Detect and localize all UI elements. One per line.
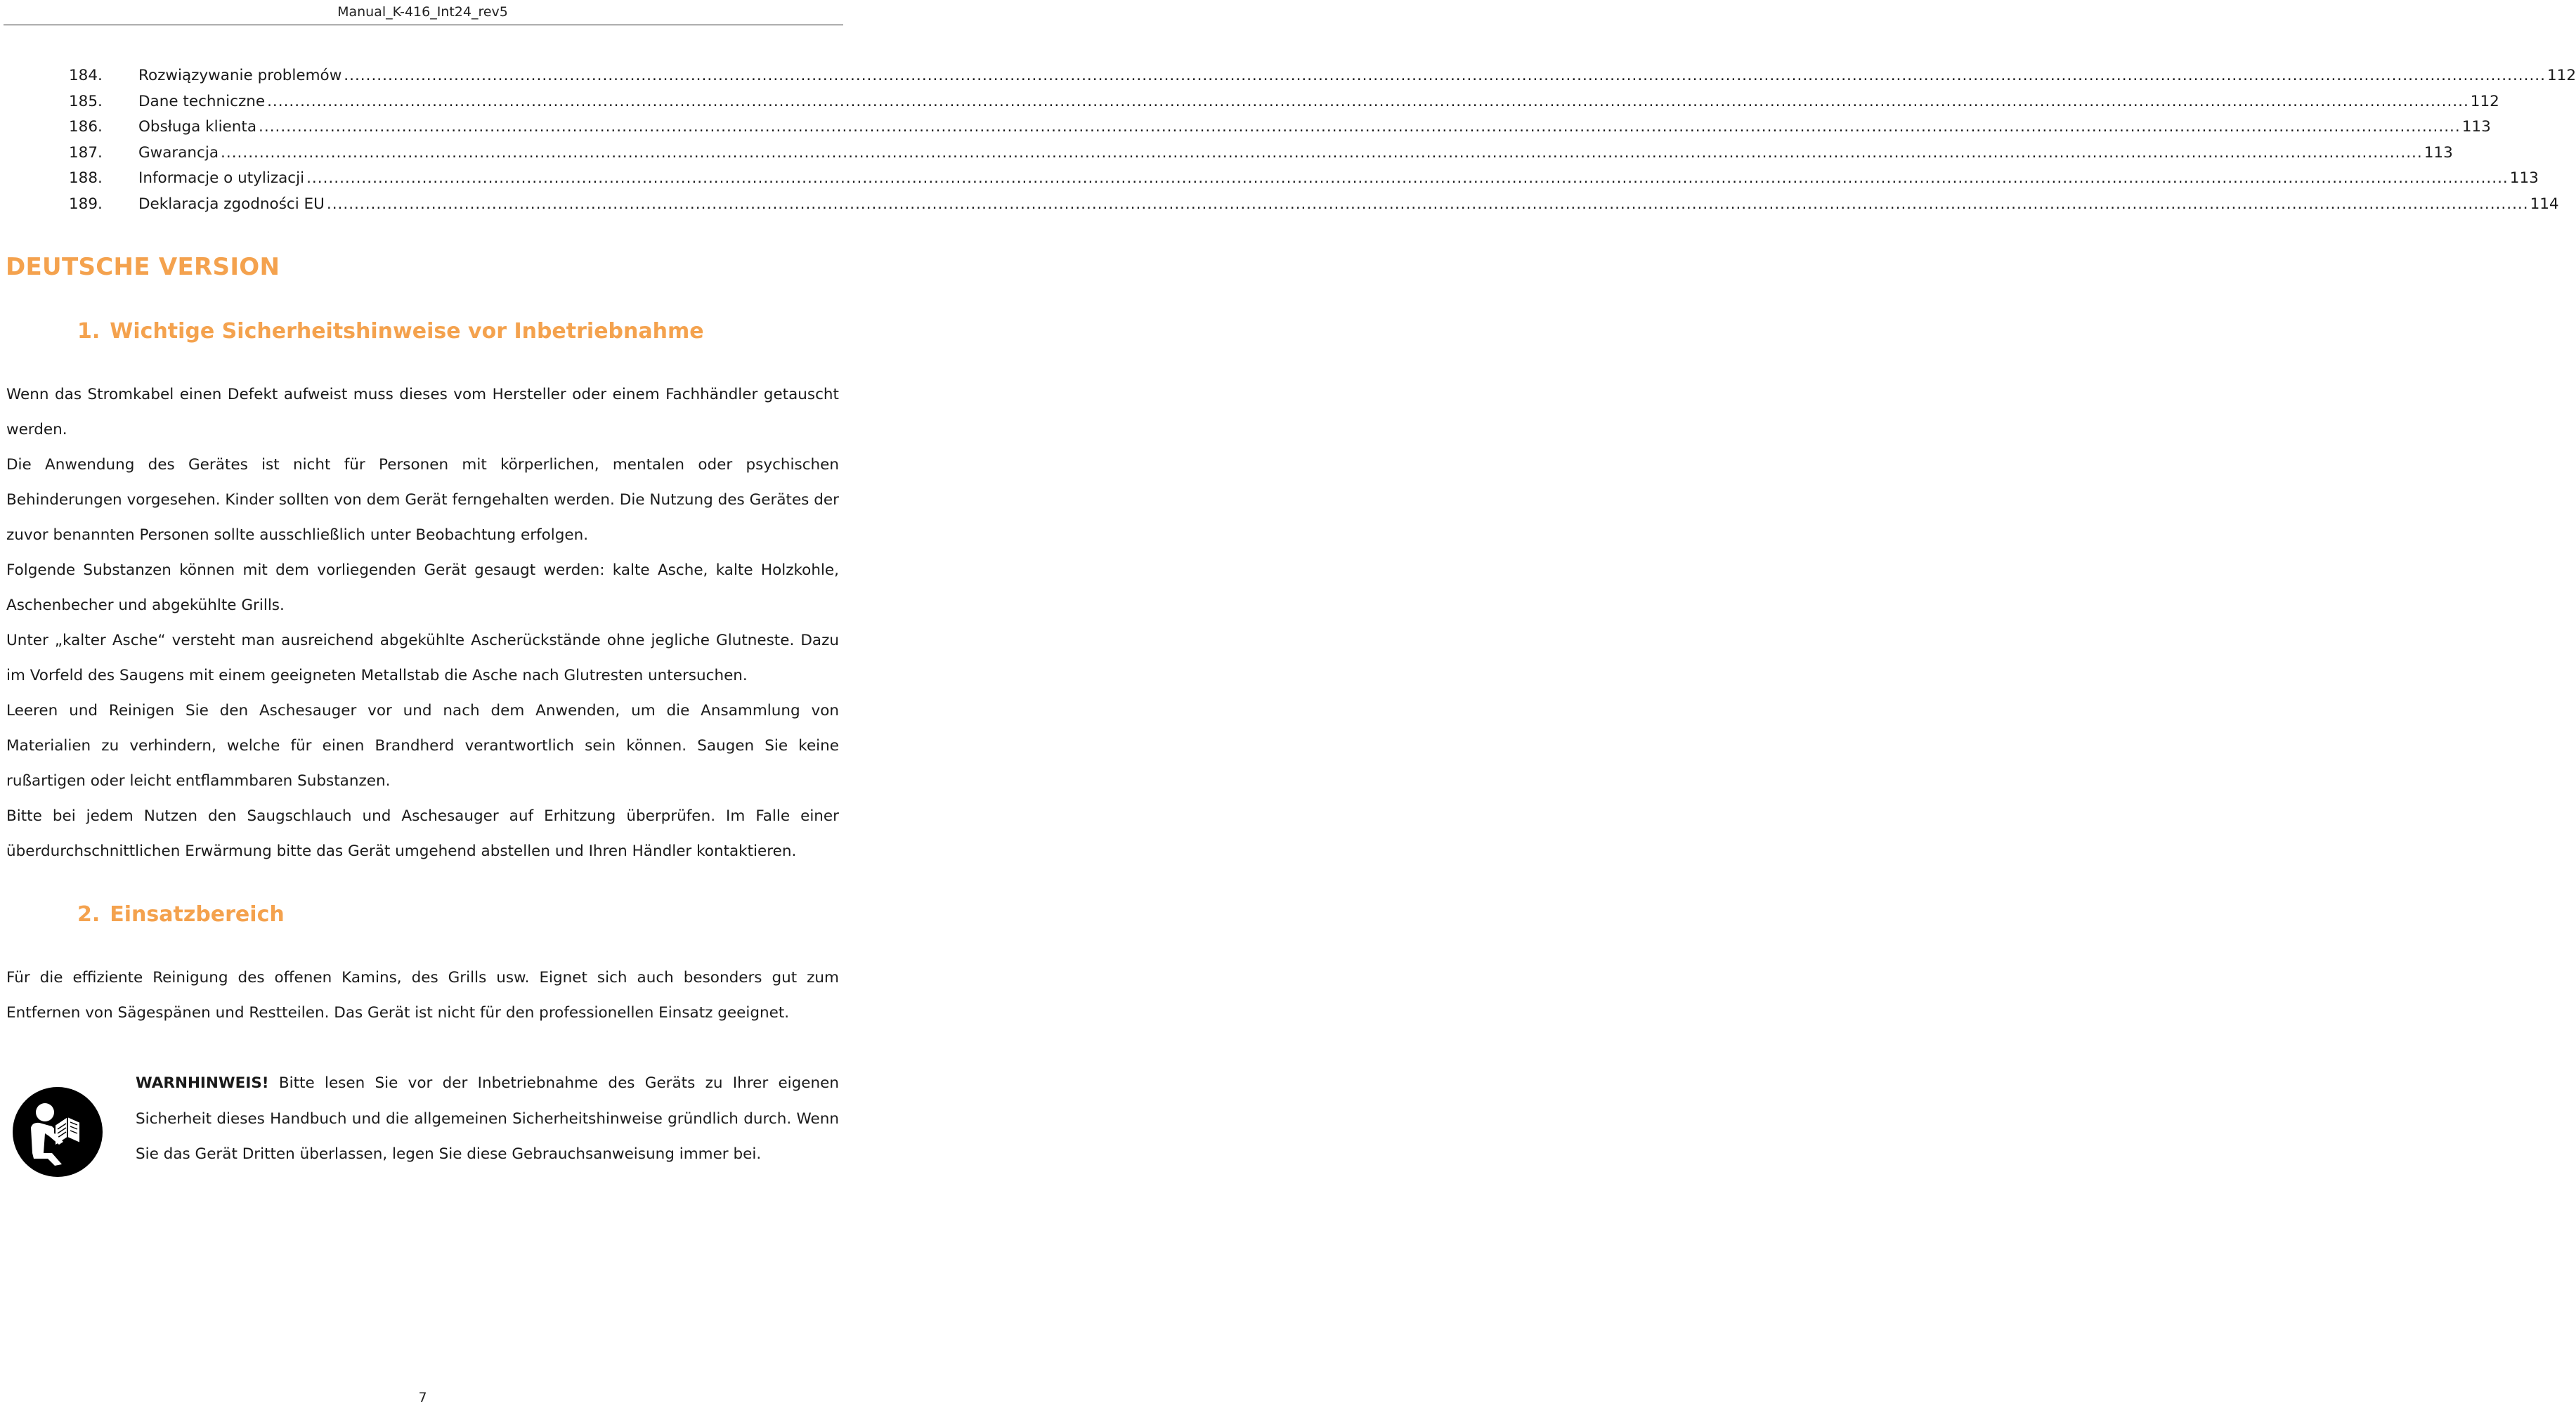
warning-label: WARNHINWEIS!	[136, 1074, 269, 1092]
paragraph: Folgende Substanzen können mit dem vorliegenden Gerät gesaugt werden: kalte Asche, kalte Holzkohle, Aschenbecher und abgekühlte Grills.	[6, 561, 839, 614]
toc-entry-number: 187.	[69, 143, 103, 162]
toc-entry-number: 184.	[69, 67, 103, 84]
chapter-heading	[77, 902, 285, 927]
toc-entry-number: 188.	[69, 169, 103, 188]
chapter-title: Wichtige Sicherheitshinweise vor Inbetriebnahme	[110, 319, 704, 344]
toc-entry[interactable]	[69, 143, 2453, 170]
warning-notice	[136, 1066, 839, 1173]
toc-entry[interactable]	[69, 169, 2539, 195]
toc-entry-page: 113	[2424, 143, 2453, 162]
toc-entry-page: 114	[2530, 195, 2559, 213]
toc-entry-page: 112	[2546, 67, 2576, 84]
page-header	[0, 0, 845, 28]
toc-entry-title: Deklaracja zgodności EU	[138, 195, 325, 213]
toc-leader-dots: ................................................................................................................................................................................................................................................................................................................................................................................................................	[221, 143, 2423, 162]
page-number: 7	[418, 1390, 427, 1405]
toc-entry-title: Gwarancja	[138, 143, 219, 162]
toc-entry-page: 112	[2470, 92, 2499, 110]
chapter-number: 1.	[77, 319, 100, 344]
chapter-body	[6, 377, 839, 869]
paragraph: Unter „kalter Asche“ versteht man ausreichend abgekühlte Ascherückstände ohne jegliche Glutneste. Dazu im Vorfeld des Saugens mit einem geeigneten Metallstab die Asche nach Glutresten untersuchen.	[6, 632, 839, 684]
toc-leader-dots: ................................................................................................................................................................................................................................................................................................................................................................................................................	[306, 169, 2509, 188]
section-heading: DEUTSCHE VERSION	[6, 253, 280, 281]
chapter-heading	[77, 319, 704, 344]
chapter-title: Einsatzbereich	[110, 902, 285, 927]
toc-leader-dots: ................................................................................................................................................................................................................................................................................................................................................................................................................	[267, 92, 2469, 110]
warning-text: Bitte lesen Sie vor der Inbetriebnahme des Geräts zu Ihrer eigenen Sicherheit dieses Handbuch und die allgemeinen Sicherheitshinweise gründlich durch. Wenn Sie das Gerät Dritten überlassen, legen Sie diese Gebrauchsanweisung immer bei.	[136, 1074, 839, 1163]
toc-leader-dots: ................................................................................................................................................................................................................................................................................................................................................................................................................	[259, 118, 2461, 136]
toc-entry-page: 113	[2509, 169, 2539, 188]
toc-leader-dots: ................................................................................................................................................................................................................................................................................................................................................................................................................	[326, 195, 2529, 213]
read-manual-icon	[11, 1086, 104, 1178]
paragraph: Wenn das Stromkabel einen Defekt aufweist muss dieses vom Hersteller oder einem Fachhändler getauscht werden.	[6, 386, 839, 438]
paragraph: Leeren und Reinigen Sie den Aschesauger vor und nach dem Anwenden, um die Ansammlung von Materialien zu verhindern, welche für einen Brandherd verantwortlich sein können. Saugen Sie keine rußartigen oder leicht entflammbaren Substanzen.	[6, 702, 839, 790]
paragraph: Die Anwendung des Gerätes ist nicht für Personen mit körperlichen, mentalen oder psychischen Behinderungen vorgesehen. Kinder sollten von dem Gerät ferngehalten werden. Die Nutzung des Gerätes der zuvor benannten Personen sollte ausschließlich unter Beobachtung erfolgen.	[6, 456, 839, 544]
paragraph: Bitte bei jedem Nutzen den Saugschlauch und Aschesauger auf Erhitzung überprüfen. Im Falle einer überdurchschnittlichen Erwärmung bitte das Gerät umgehend abstellen und Ihren Händler kontaktieren.	[6, 807, 839, 860]
toc-entry[interactable]	[69, 67, 2576, 93]
toc-entry-number: 185.	[69, 92, 103, 110]
toc-entry-title: Informacje o utylizacji	[138, 169, 305, 188]
table-of-contents	[69, 67, 2576, 221]
chapter-body	[6, 961, 839, 1031]
toc-entry-number: 189.	[69, 195, 103, 213]
toc-entry-number: 186.	[69, 118, 103, 136]
document-title: Manual_K-416_Int24_rev5	[337, 4, 508, 20]
toc-leader-dots: ................................................................................................................................................................................................................................................................................................................................................................................................................	[344, 67, 2546, 84]
chapter-number: 2.	[77, 902, 100, 927]
toc-entry-title: Obsługa klienta	[138, 118, 257, 136]
paragraph: Für die effiziente Reinigung des offenen Kamins, des Grills usw. Eignet sich auch besonders gut zum Entfernen von Sägespänen und Restteilen. Das Gerät ist nicht für den professionellen Einsatz geeignet.	[6, 969, 839, 1022]
toc-entry-title: Dane techniczne	[138, 92, 266, 110]
toc-entry-title: Rozwiązywanie problemów	[138, 67, 342, 84]
toc-entry[interactable]	[69, 118, 2491, 144]
toc-entry[interactable]	[69, 92, 2499, 119]
toc-entry[interactable]	[69, 195, 2559, 221]
toc-entry-page: 113	[2461, 118, 2491, 136]
